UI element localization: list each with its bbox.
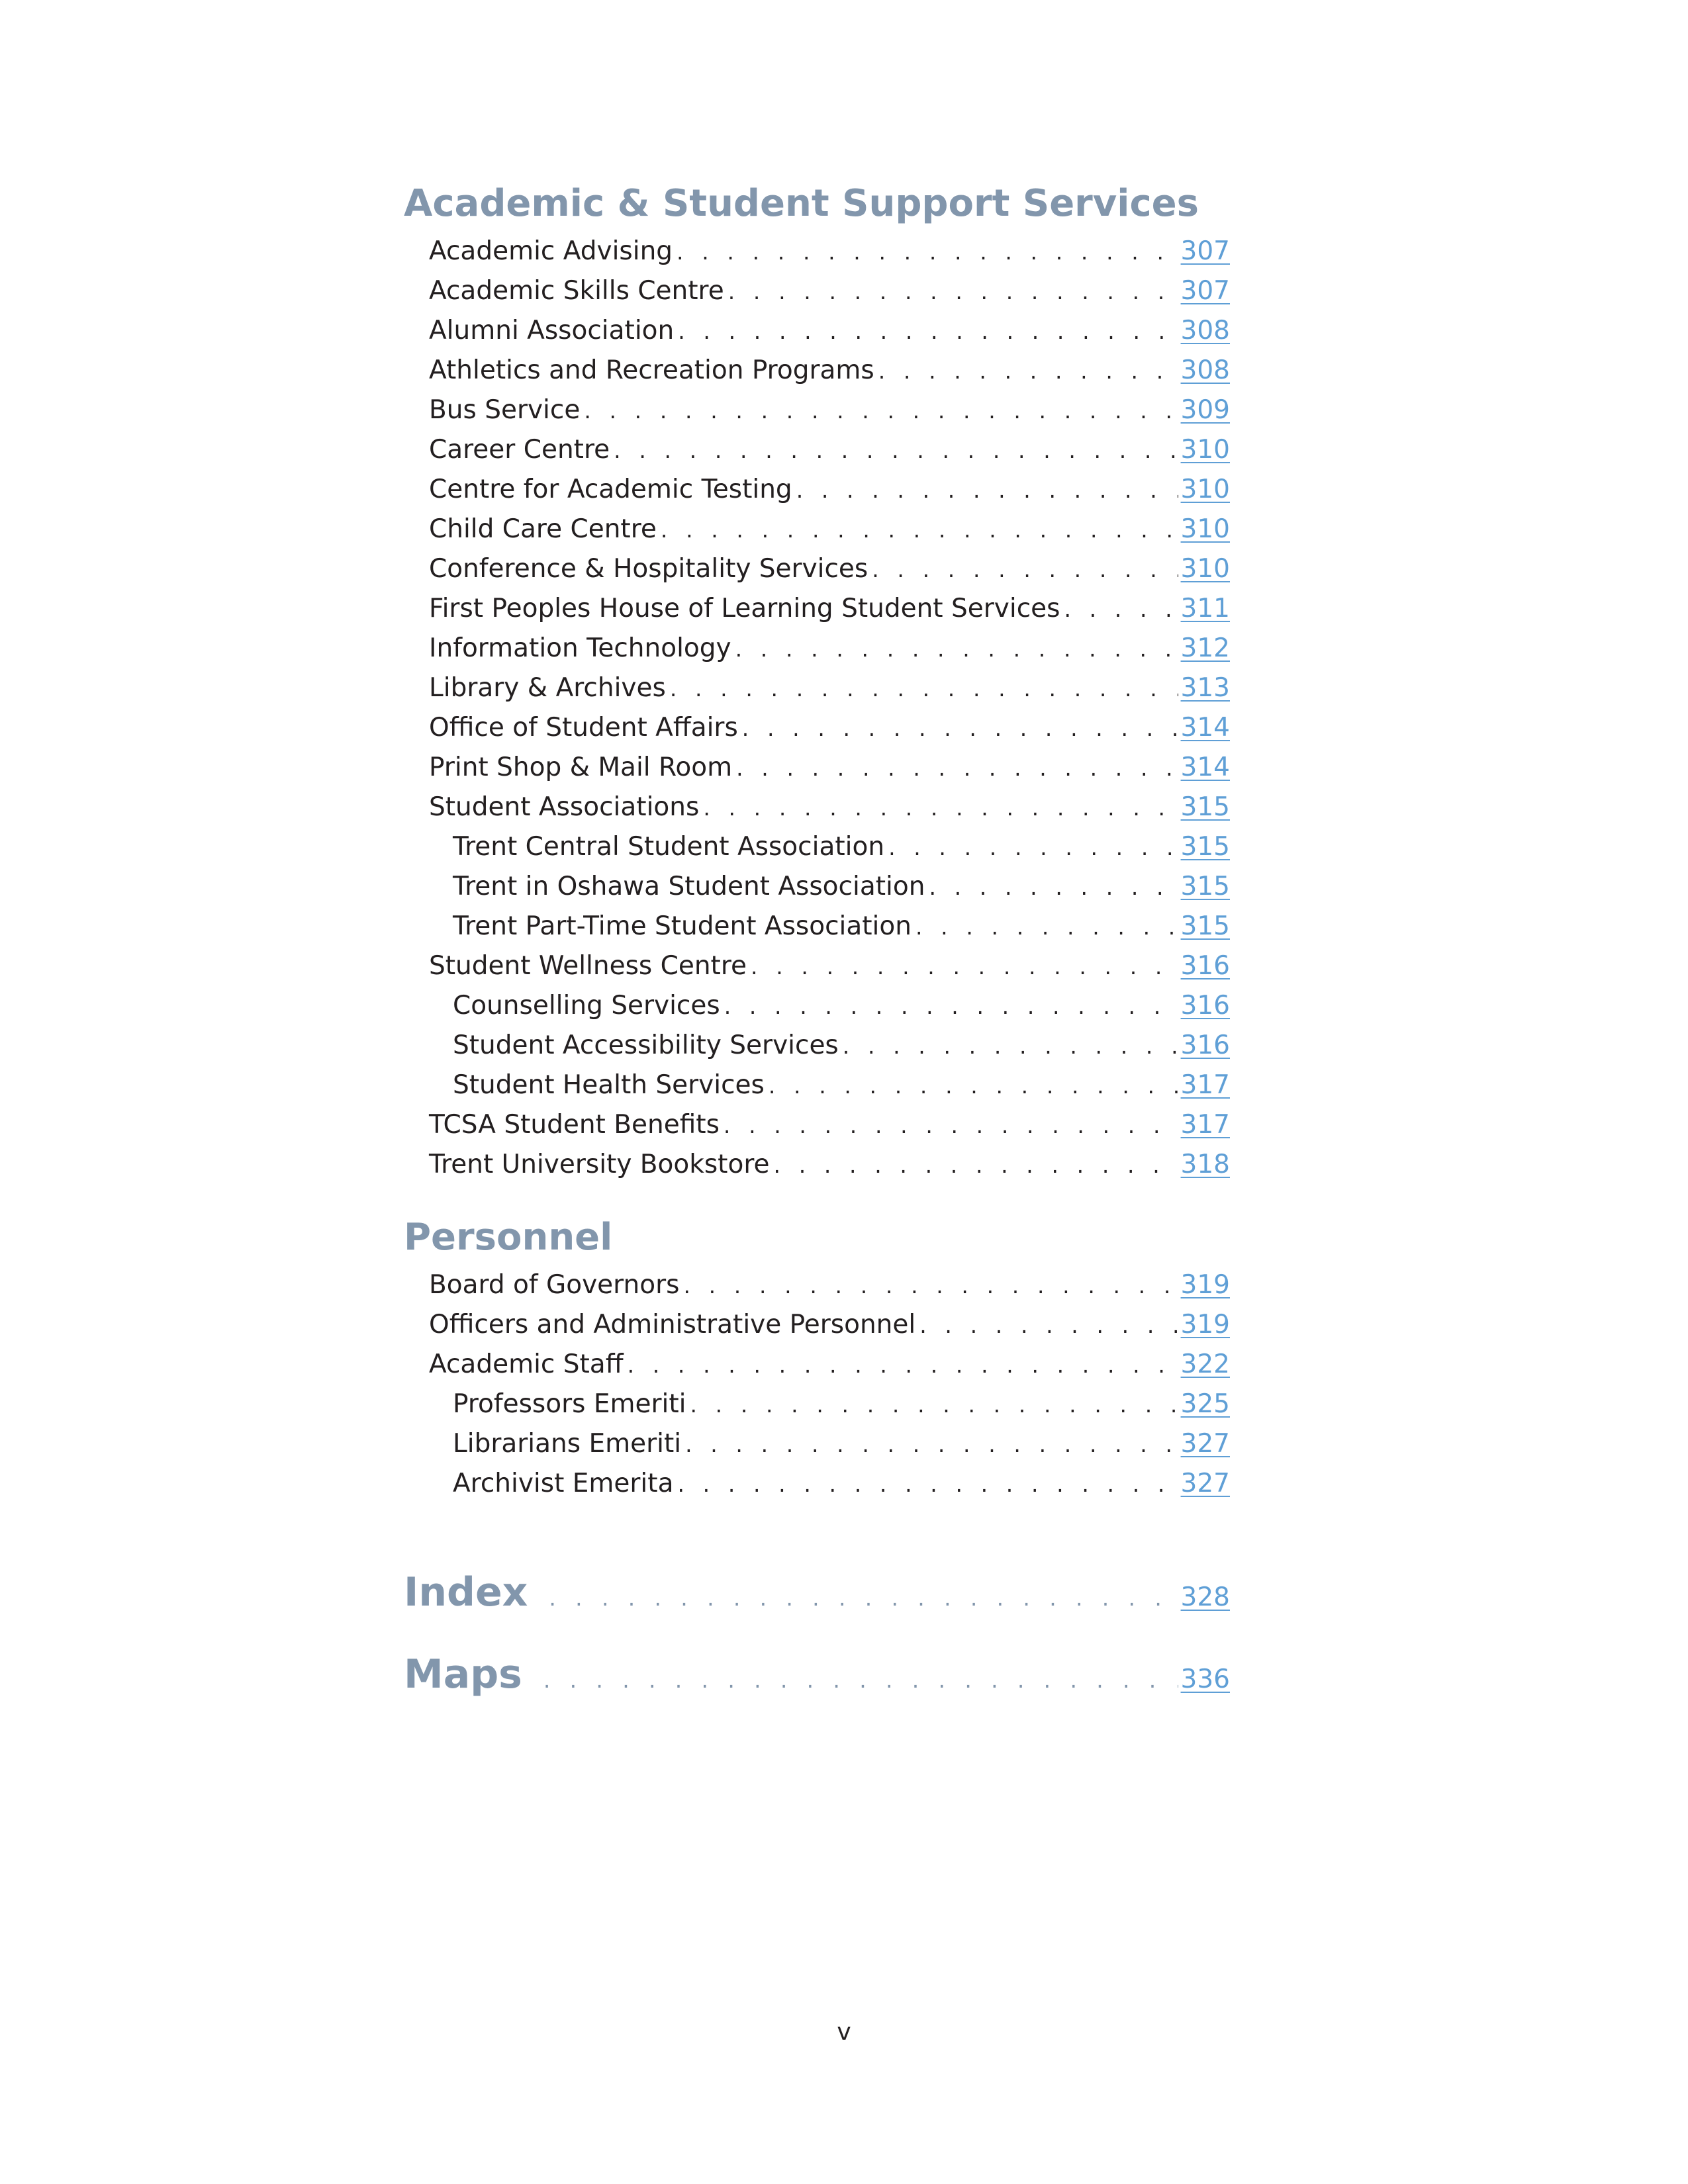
toc-entry-label: Child Care Centre [429,514,657,544]
toc-entry-label: Centre for Academic Testing [429,475,792,504]
toc-entry-label: Career Centre [429,435,610,465]
toc-page-link[interactable]: 316 [1180,1030,1230,1060]
toc-entry-alumni-association[interactable] [404,311,1230,351]
table-of-contents [404,179,1230,1715]
dot-leader [774,1146,1178,1185]
toc-page-link[interactable]: 307 [1180,276,1230,306]
toc-page-link[interactable]: 318 [1180,1150,1230,1179]
toc-entry-label: Bus Service [429,395,581,425]
toc-entry-label: Professors Emeriti [453,1389,686,1419]
toc-entry-board-of-governors[interactable] [404,1265,1230,1305]
toc-entry-label: Trent University Bookstore [429,1150,770,1179]
dot-leader [584,391,1178,431]
toc-page-link[interactable]: 307 [1180,236,1230,266]
toc-entry-academic-advising[interactable] [404,232,1230,271]
toc-page-link[interactable]: 322 [1180,1349,1230,1379]
dot-leader [678,312,1178,351]
toc-entry-office-of-student-affairs[interactable] [404,708,1230,748]
dot-leader [703,788,1178,828]
toc-page-link[interactable]: 310 [1180,435,1230,465]
toc-page-link[interactable]: 310 [1180,514,1230,544]
dot-leader [677,232,1178,272]
dot-leader [728,272,1178,312]
dot-leader [661,510,1178,550]
dot-leader [677,1465,1178,1504]
toc-entry-label: First Peoples House of Learning Student Services [429,594,1060,623]
toc-page-link[interactable]: 328 [1180,1582,1230,1612]
toc-entry-label: Archivist Emerita [453,1469,674,1498]
toc-entry-trent-in-oshawa-student-association[interactable] [404,867,1230,907]
dot-leader [915,907,1178,947]
dot-leader [735,629,1178,669]
page-number: v [837,2019,851,2046]
toc-entry-label: Information Technology [429,633,731,663]
toc-page-link[interactable]: 308 [1180,316,1230,345]
toc-entry-professors-emeriti[interactable] [404,1385,1230,1424]
dot-leader [549,1557,1178,1639]
toc-page-link[interactable]: 315 [1180,792,1230,822]
toc-entry-label: Alumni Association [429,316,675,345]
toc-entry-library-archives[interactable] [404,668,1230,708]
toc-entry-student-accessibility-services[interactable] [404,1026,1230,1066]
toc-entry-student-associations[interactable] [404,788,1230,827]
dot-leader [888,828,1178,868]
dot-leader [736,749,1178,788]
toc-page-link[interactable]: 314 [1180,752,1230,782]
toc-page-link[interactable]: 315 [1180,832,1230,862]
toc-entry-trent-university-bookstore[interactable] [404,1145,1230,1185]
toc-entry-counselling-services[interactable] [404,986,1230,1026]
toc-major-entry-maps[interactable] [404,1633,1230,1715]
toc-entry-label: Student Associations [429,792,700,822]
dot-leader [543,1639,1178,1721]
toc-entry-label: Counselling Services [453,991,720,1021]
toc-major-label: Maps [404,1651,522,1698]
dot-leader [685,1425,1178,1465]
toc-entry-label: Librarians Emeriti [453,1429,682,1459]
toc-page-link[interactable]: 309 [1180,395,1230,425]
toc-entry-label: Student Accessibility Services [453,1030,839,1060]
dot-leader [724,987,1178,1026]
toc-entry-child-care-centre[interactable] [404,510,1230,549]
toc-entry-label: Library & Archives [429,673,666,703]
toc-entry-label: Officers and Administrative Personnel [429,1310,916,1340]
toc-entry-label: Trent in Oshawa Student Association [453,872,925,901]
toc-entry-trent-central-student-association[interactable] [404,827,1230,867]
dot-leader [919,1306,1178,1345]
toc-entry-label: Print Shop & Mail Room [429,752,733,782]
toc-entry-label: Trent Part-Time Student Association [453,911,912,941]
toc-major-entry-index[interactable] [404,1551,1230,1633]
dot-leader [614,431,1178,471]
toc-entry-officers-and-administrative-personnel[interactable] [404,1305,1230,1345]
toc-entry-label: Student Wellness Centre [429,951,747,981]
toc-entry-label: Academic Staff [429,1349,624,1379]
dot-leader [683,1266,1178,1306]
dot-leader [872,550,1178,590]
toc-page-link[interactable]: 325 [1180,1389,1230,1419]
toc-entry-academic-skills-centre[interactable] [404,271,1230,311]
toc-entry-label: Student Health Services [453,1070,765,1100]
toc-entry-academic-staff[interactable] [404,1345,1230,1385]
dot-leader [742,709,1178,749]
section-heading-academic-student-support-services: Academic & Student Support Services [404,182,1199,225]
toc-page-link[interactable]: 316 [1180,991,1230,1021]
toc-page-link[interactable]: 315 [1180,911,1230,941]
toc-page-link[interactable]: 327 [1180,1469,1230,1498]
toc-page-link[interactable]: 317 [1180,1070,1230,1100]
toc-page-link[interactable]: 336 [1180,1664,1230,1694]
dot-leader [751,947,1178,987]
toc-page-link[interactable]: 310 [1180,475,1230,504]
dot-leader [878,351,1178,391]
toc-page-link[interactable]: 327 [1180,1429,1230,1459]
toc-page-link[interactable]: 310 [1180,554,1230,584]
toc-entry-conference-hospitality-services[interactable] [404,549,1230,589]
toc-entry-archivist-emerita[interactable] [404,1464,1230,1504]
toc-page-link[interactable]: 314 [1180,713,1230,743]
toc-entry-student-wellness-centre[interactable] [404,946,1230,986]
toc-page-link[interactable]: 312 [1180,633,1230,663]
toc-major-label: Index [404,1569,528,1615]
toc-entry-career-centre[interactable] [404,430,1230,470]
toc-page-link[interactable]: 317 [1180,1110,1230,1140]
toc-entry-information-technology[interactable] [404,629,1230,668]
dot-leader [769,1066,1178,1106]
dot-leader [724,1106,1178,1146]
toc-entry-label: Conference & Hospitality Services [429,554,868,584]
dot-leader [690,1385,1178,1425]
dot-leader [670,669,1178,709]
dot-leader [1064,590,1178,629]
toc-entry-first-peoples-house-of-learning[interactable] [404,589,1230,629]
toc-entry-print-shop-mail-room[interactable] [404,748,1230,788]
dot-leader [796,471,1178,510]
dot-leader [628,1345,1178,1385]
toc-page-link[interactable]: 313 [1180,673,1230,703]
toc-page-link[interactable]: 311 [1180,594,1230,623]
toc-entry-student-health-services[interactable] [404,1066,1230,1105]
dot-leader [929,868,1178,907]
toc-entry-label: Office of Student Affairs [429,713,738,743]
dot-leader [843,1026,1178,1066]
toc-entry-label: Athletics and Recreation Programs [429,355,874,385]
toc-entry-librarians-emeriti[interactable] [404,1424,1230,1464]
toc-entry-label: Academic Advising [429,236,673,266]
toc-page-link[interactable]: 315 [1180,872,1230,901]
section-heading-personnel: Personnel [404,1216,613,1259]
toc-page-link[interactable]: 319 [1180,1310,1230,1340]
toc-entry-label: Trent Central Student Association [453,832,885,862]
toc-entry-bus-service[interactable] [404,390,1230,430]
toc-entry-label: Board of Governors [429,1270,680,1300]
toc-page-link[interactable]: 319 [1180,1270,1230,1300]
toc-entry-trent-part-time-student-association[interactable] [404,907,1230,946]
toc-entry-centre-for-academic-testing[interactable] [404,470,1230,510]
toc-entry-label: Academic Skills Centre [429,276,724,306]
toc-entry-athletics-and-recreation-programs[interactable] [404,351,1230,390]
toc-entry-tcsa-student-benefits[interactable] [404,1105,1230,1145]
toc-page-link[interactable]: 316 [1180,951,1230,981]
toc-page-link[interactable]: 308 [1180,355,1230,385]
toc-entry-label: TCSA Student Benefits [429,1110,720,1140]
